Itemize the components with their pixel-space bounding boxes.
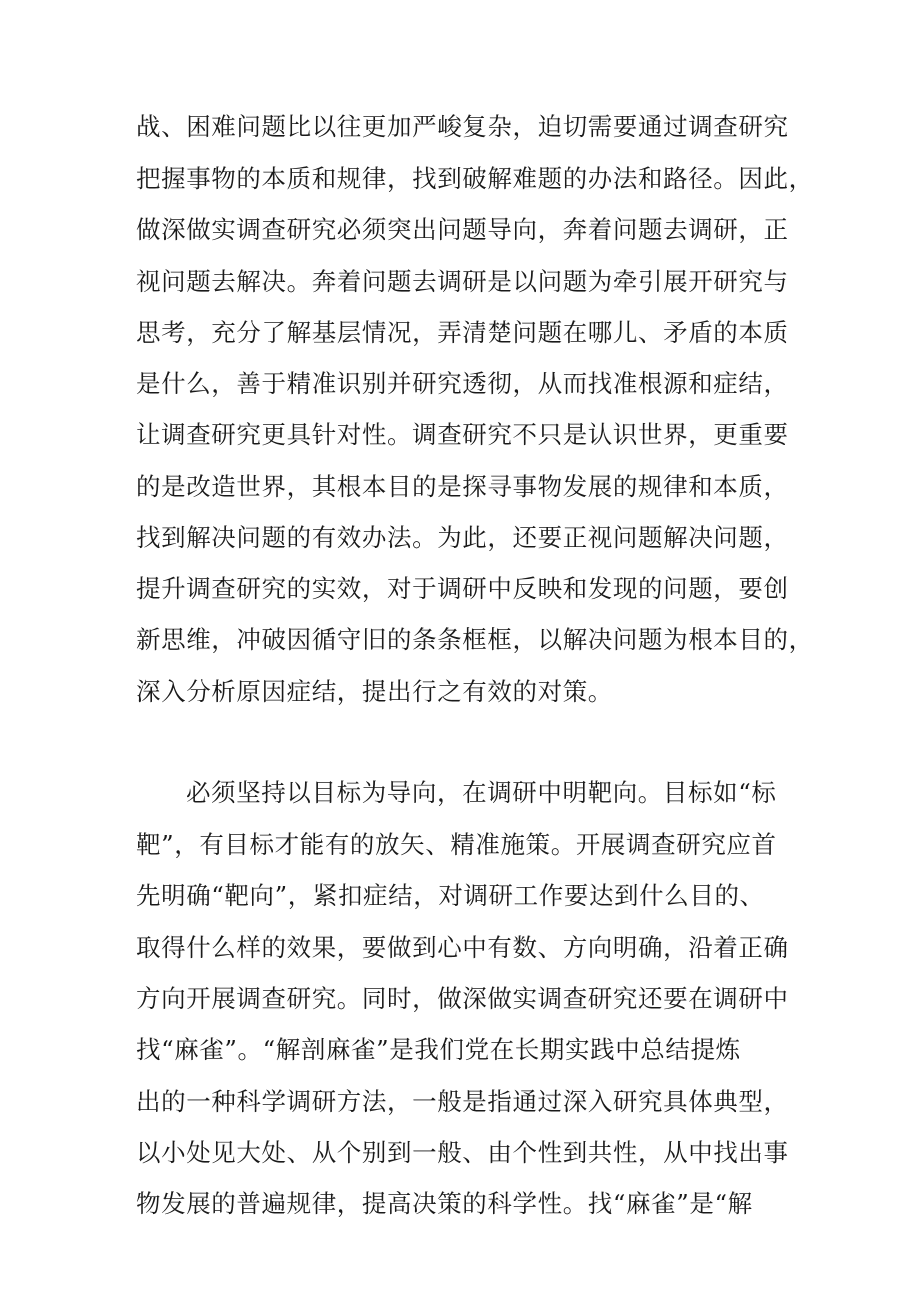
paragraph-line: 新思维，冲破因循守旧的条条框框，以解决问题为根本目的， [136, 625, 814, 654]
paragraph-line: 让调查研究更具针对性。调查研究不只是认识世界，更重要 [136, 420, 789, 449]
paragraph-line: 物发展的普遍规律，提高决策的科学性。找“麻雀”是“解 [136, 1189, 753, 1218]
paragraph-line: 以小处见大处、从个别到一般、由个性到共性，从中找出事 [136, 1138, 789, 1167]
paragraph-line: 提升调查研究的实效，对于调研中反映和发现的问题，要创 [136, 574, 789, 603]
paragraph-line: 思考，充分了解基层情况，弄清楚问题在哪儿、矛盾的本质 [136, 318, 789, 347]
paragraph-line: 做深做实调查研究必须突出问题导向，奔着问题去调研，正 [136, 215, 789, 244]
paragraph-line: 的是改造世界，其根本目的是探寻事物发展的规律和本质， [136, 472, 789, 501]
paragraph-line: 找到解决问题的有效办法。为此，还要正视问题解决问题， [136, 523, 789, 552]
paragraph-first-line: 必须坚持以目标为导向，在调研中明靶向。目标如“标 [186, 778, 777, 807]
paragraph-line: 是什么，善于精准识别并研究透彻，从而找准根源和症结， [136, 369, 789, 398]
paragraph-line: 战、困难问题比以往更加严峻复杂，迫切需要通过调查研究 [136, 112, 789, 141]
paragraph-line: 取得什么样的效果，要做到心中有数、方向明确，沿着正确 [136, 933, 789, 962]
paragraph-line: 先明确“靶向”，紧扣症结，对调研工作要达到什么目的、 [136, 881, 765, 910]
paragraph-line: 视问题去解决。奔着问题去调研是以问题为牵引展开研究与 [136, 267, 789, 296]
paragraph-line: 方向开展调查研究。同时，做深做实调查研究还要在调研中 [136, 984, 789, 1013]
paragraph-line: 深入分析原因症结，提出行之有效的对策。 [136, 677, 613, 706]
paragraph-line: 把握事物的本质和规律，找到破解难题的办法和路径。因此， [136, 164, 814, 193]
paragraph-line: 找“麻雀”。“解剖麻雀”是我们党在长期实践中总结提炼 [136, 1035, 741, 1064]
paragraph-line: 出的一种科学调研方法，一般是指通过深入研究具体典型， [136, 1087, 789, 1116]
paragraph-line: 靶”，有目标才能有的放矢、精准施策。开展调查研究应首 [136, 830, 777, 859]
